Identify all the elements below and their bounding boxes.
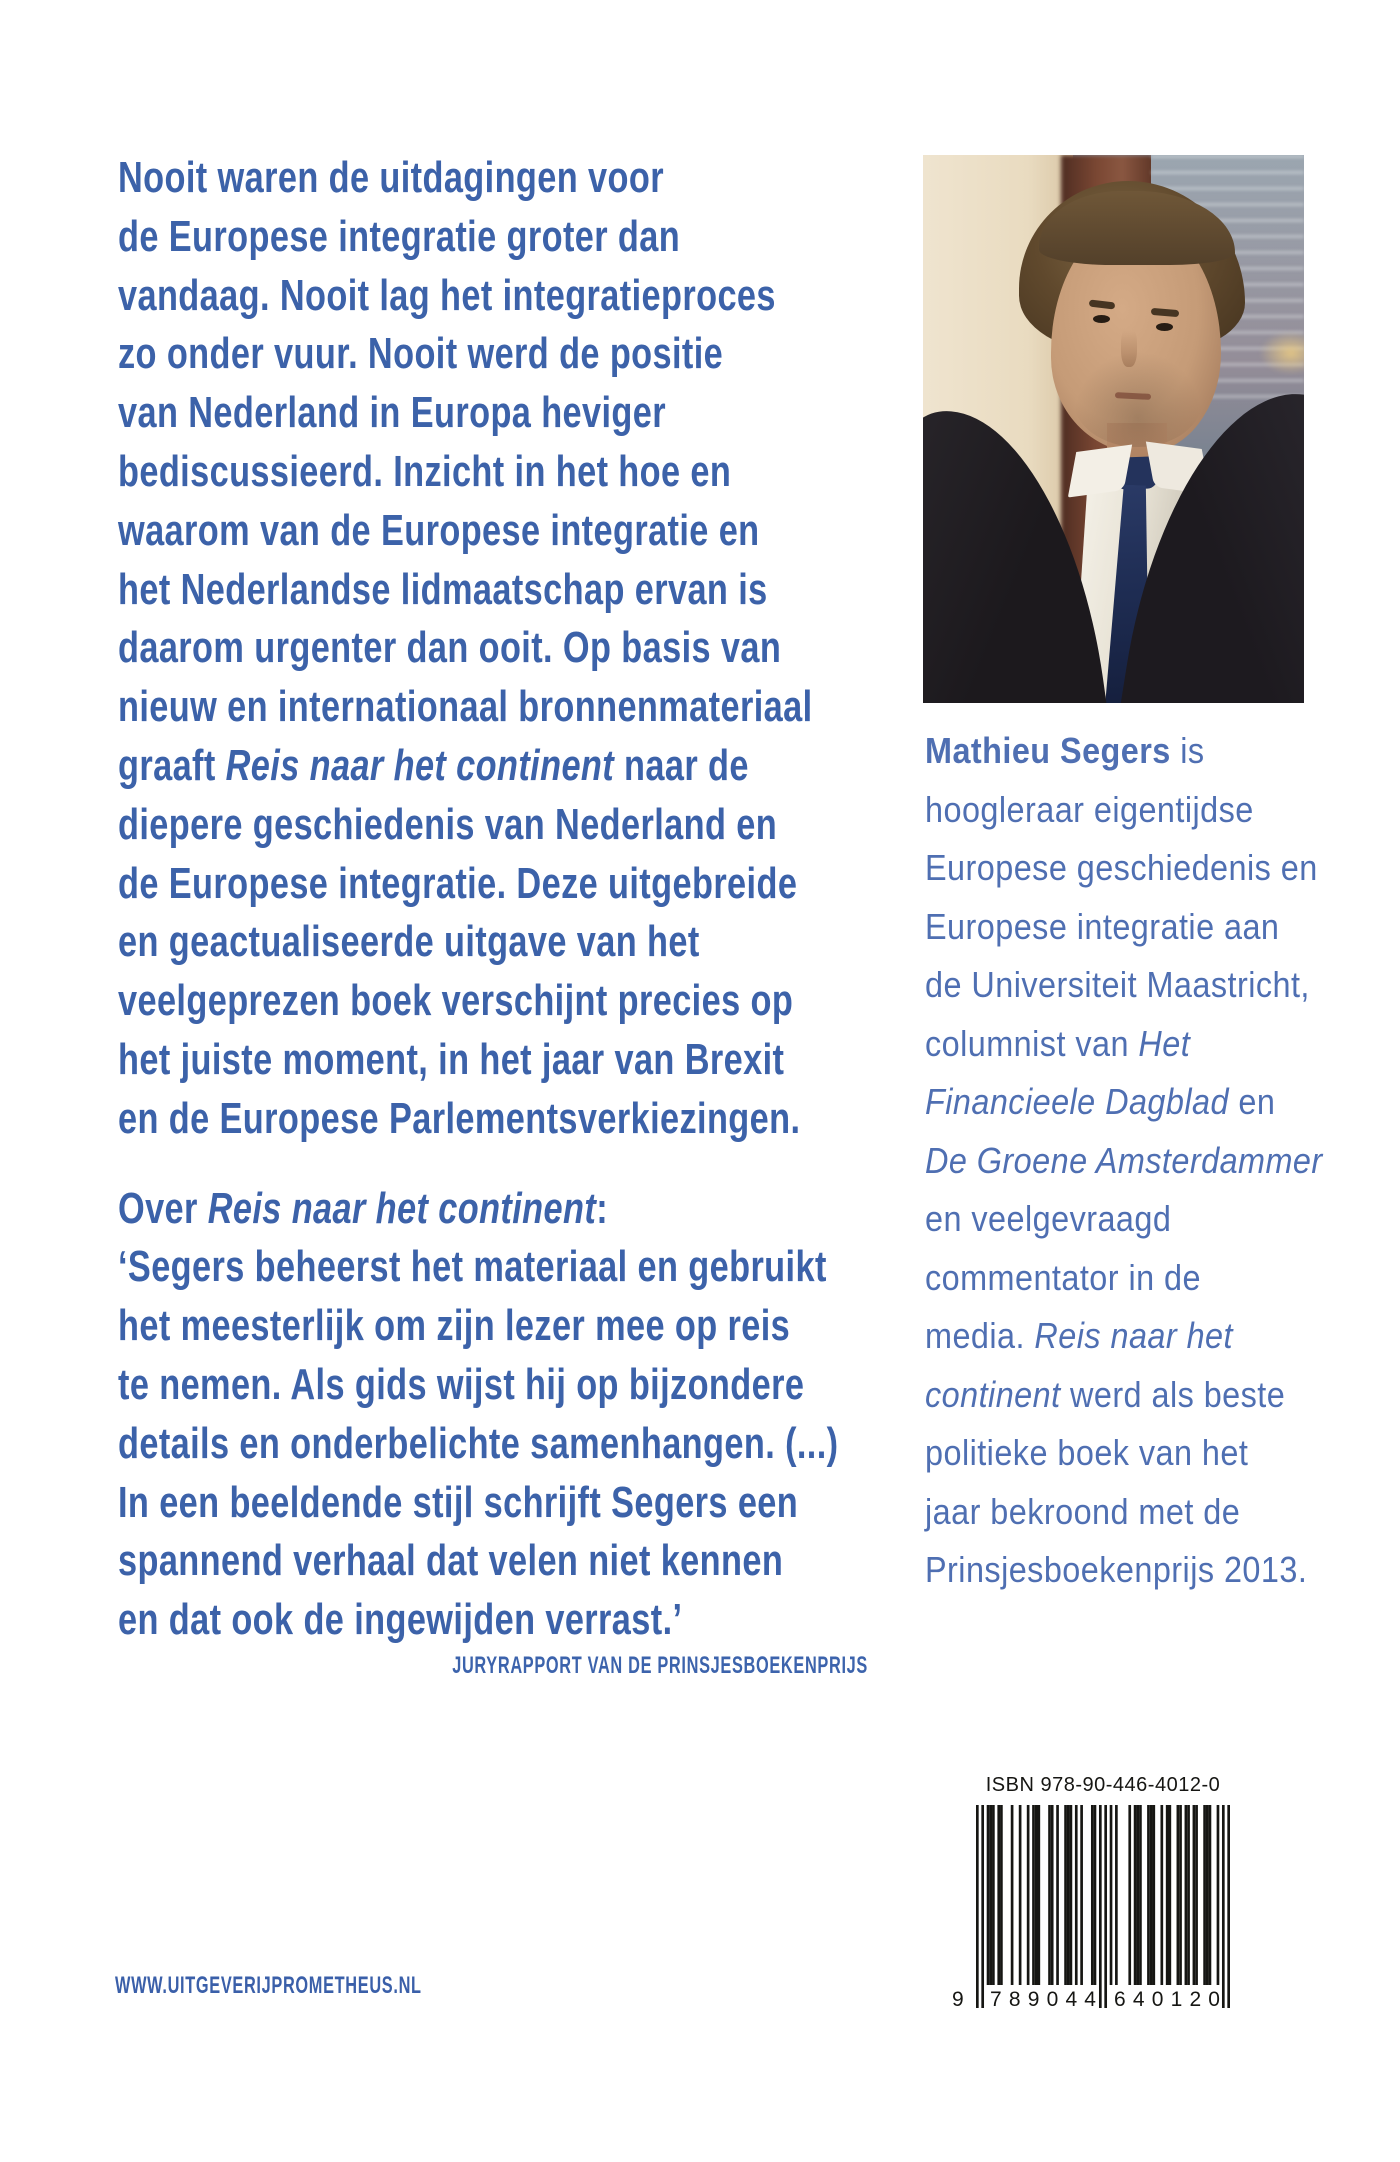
text-line — [118, 561, 882, 620]
text-line — [925, 1249, 1321, 1308]
text-line — [118, 1415, 882, 1474]
text-segment: : — [596, 1183, 609, 1233]
text-segment: Reis naar het continent — [207, 1183, 597, 1233]
text-segment: de Europese integratie groter dan — [118, 211, 681, 261]
text-line — [118, 384, 882, 443]
text-line — [118, 325, 882, 384]
text-segment: van Nederland in Europa heviger — [118, 388, 667, 438]
text-segment: nieuw en internationaal bronnenmateriaal — [118, 682, 813, 732]
text-segment: de Universiteit Maastricht, — [925, 964, 1310, 1005]
text-segment: Het — [1138, 1022, 1191, 1064]
text-segment: Europese integratie aan — [925, 905, 1280, 947]
text-segment: en geactualiseerde uitgave van het — [118, 917, 700, 967]
barcode-digit-lead: 9 — [952, 1988, 964, 2011]
text-segment: Over — [118, 1183, 208, 1233]
text-segment: zo onder vuur. Nooit werd de positie — [118, 329, 724, 379]
text-line — [118, 1356, 882, 1415]
photo-left-eye — [1093, 315, 1110, 323]
blurb-paragraph — [118, 149, 882, 1149]
review-quote — [118, 1238, 882, 1650]
text-line — [925, 1541, 1321, 1600]
barcode-digit: 8 — [1008, 1988, 1021, 2011]
text-segment: het meesterlijk om zijn lezer mee op reis — [118, 1301, 791, 1351]
text-line — [925, 1366, 1321, 1425]
text-segment: diepere geschiedenis van Nederland en — [118, 799, 778, 849]
barcode-digit-group-1 — [990, 1988, 1096, 2012]
author-bio — [925, 722, 1321, 1600]
text-segment: het juiste moment, in het jaar van Brexit — [118, 1034, 785, 1084]
publisher-website: WWW.UITGEVERIJPROMETHEUS.NL — [115, 1972, 422, 1999]
text-segment: en — [1228, 1081, 1276, 1122]
barcode-digit: 4 — [1065, 1988, 1078, 2011]
text-segment: werd als beste — [1060, 1373, 1286, 1415]
photo-stubble — [1073, 351, 1203, 447]
text-segment: Mathieu Segers — [925, 730, 1171, 771]
barcode-digit-group-2 — [1114, 1988, 1220, 2012]
text-segment: vandaag. Nooit lag het integratieproces — [118, 270, 776, 320]
text-segment: hoogleraar eigentijdse — [925, 788, 1254, 830]
quote-section-heading — [118, 1180, 882, 1239]
ean-barcode — [976, 1805, 1230, 2008]
text-line — [118, 1090, 882, 1149]
text-segment: daarom urgenter dan ooit. Op basis van — [118, 623, 782, 673]
text-line — [925, 1132, 1321, 1191]
text-line — [925, 781, 1321, 840]
text-line — [118, 1031, 882, 1090]
text-segment: Reis naar het continent — [225, 740, 615, 790]
text-segment: graaft — [118, 740, 226, 790]
text-line — [118, 678, 882, 737]
barcode-digit: 0 — [1208, 1988, 1220, 2011]
text-line — [118, 619, 882, 678]
text-line — [925, 898, 1321, 957]
back-cover-blurb — [118, 149, 882, 1650]
barcode-digit: 0 — [1151, 1988, 1164, 2011]
text-segment: naar de — [614, 740, 749, 790]
text-segment: In een beeldende stijl schrijft Segers een — [118, 1477, 799, 1527]
text-segment: Europese geschiedenis en — [925, 847, 1318, 888]
text-line — [118, 502, 882, 561]
barcode-digit: 4 — [1084, 1988, 1096, 2011]
text-segment: jaar bekroond met de — [925, 1490, 1241, 1532]
text-line — [925, 1424, 1321, 1483]
barcode-digit: 1 — [1170, 1988, 1183, 2011]
text-segment: en veelgevraagd — [925, 1198, 1172, 1239]
text-line — [925, 956, 1321, 1015]
text-segment: en de Europese Parlementsverkiezingen. — [118, 1093, 801, 1143]
text-segment: ‘Segers beheerst het materiaal en gebruikt — [118, 1242, 827, 1292]
isbn-label: ISBN 978-90-446-4012-0 — [985, 1774, 1221, 1796]
text-line — [118, 1238, 882, 1297]
text-segment: te nemen. Als gids wijst hij op bijzondere — [118, 1359, 805, 1409]
text-segment: spannend verhaal dat velen niet kennen — [118, 1536, 784, 1586]
text-line — [118, 267, 882, 326]
text-line — [118, 1474, 882, 1533]
text-line — [118, 1297, 882, 1356]
text-line — [925, 1190, 1321, 1249]
text-segment: Reis naar het — [1034, 1315, 1233, 1356]
text-line — [925, 1307, 1321, 1366]
text-segment: De Groene Amsterdammer — [925, 1139, 1323, 1181]
text-segment: bediscussieerd. Inzicht in het hoe en — [118, 446, 732, 496]
text-segment: het Nederlandse lidmaatschap ervan is — [118, 564, 768, 614]
text-segment: waarom van de Europese integratie en — [118, 505, 760, 555]
text-line — [118, 208, 882, 267]
text-line — [925, 1073, 1321, 1132]
text-line — [925, 839, 1321, 898]
text-line — [118, 913, 882, 972]
text-line — [925, 1015, 1321, 1074]
barcode-digit: 2 — [1189, 1988, 1202, 2011]
text-segment: Prinsjesboekenprijs 2013. — [925, 1549, 1308, 1590]
text-line — [925, 1483, 1321, 1542]
barcode-digit: 9 — [1027, 1988, 1040, 2011]
text-line — [118, 1591, 882, 1650]
text-segment: details en onderbelichte samenhangen. (...) — [118, 1418, 839, 1468]
barcode-block — [950, 1772, 1240, 2017]
barcode-digit: 0 — [1046, 1988, 1059, 2011]
text-segment: politieke boek van het — [925, 1432, 1249, 1473]
jury-attribution: JURYRAPPORT VAN DE PRINSJESBOEKENPRIJS — [452, 1652, 868, 1679]
barcode-digit: 4 — [1132, 1988, 1145, 2011]
text-segment: media. — [925, 1315, 1035, 1356]
text-segment: Nooit waren de uitdagingen voor — [118, 153, 664, 202]
text-segment: is — [1170, 730, 1205, 771]
text-segment: de Europese integratie. Deze uitgebreide — [118, 858, 798, 908]
text-segment: Financieele Dagblad — [925, 1081, 1229, 1122]
text-line — [118, 149, 882, 208]
text-line — [118, 855, 882, 914]
barcode-digit: 7 — [990, 1988, 1002, 2011]
text-line — [118, 443, 882, 502]
barcode-digit: 6 — [1114, 1988, 1126, 2011]
text-line — [118, 796, 882, 855]
photo-right-eye — [1156, 323, 1173, 331]
text-line — [925, 722, 1321, 781]
text-line — [118, 972, 882, 1031]
text-segment: columnist van — [925, 1022, 1139, 1064]
text-segment: veelgeprezen boek verschijnt precies op — [118, 976, 794, 1026]
photo-light-glow — [1259, 331, 1304, 375]
author-photo — [923, 155, 1304, 703]
text-line — [118, 1532, 882, 1591]
text-line — [118, 737, 882, 796]
text-segment: en dat ook de ingewijden verrast.’ — [118, 1595, 683, 1645]
text-segment: continent — [925, 1373, 1061, 1415]
text-segment: commentator in de — [925, 1256, 1201, 1298]
